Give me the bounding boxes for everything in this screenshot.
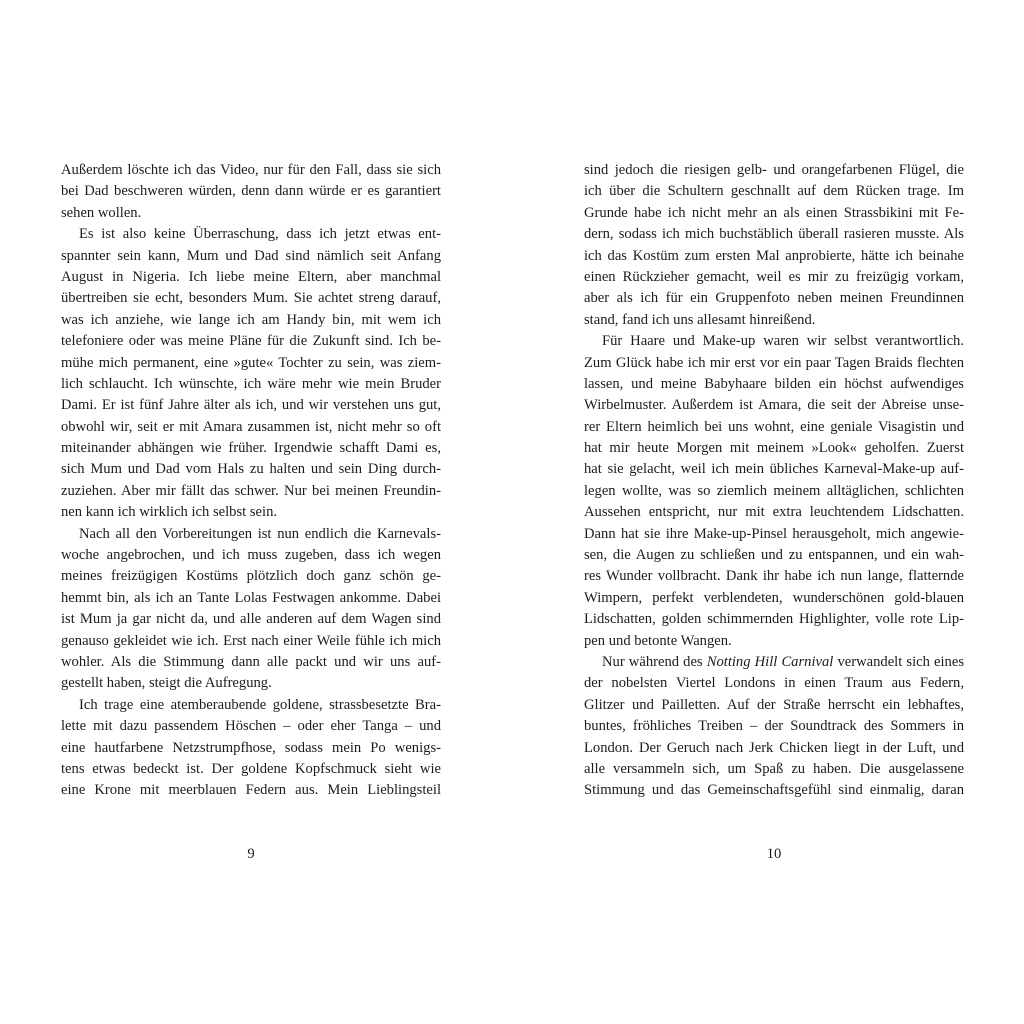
text-line: alle versammeln sich, um Spaß zu haben. Die ausgelassene bbox=[584, 760, 964, 777]
text-line: eine hautfarbene Netzstrumpfhose, sodass mein Po wenigs- bbox=[61, 739, 441, 756]
text-line: nen kann ich wirklich ich selbst sein. bbox=[61, 504, 278, 521]
text-line: hat sie gelacht, weil ich mein übliches Karneval-Make-up auf- bbox=[584, 461, 964, 478]
text-line: woche angebrochen, und ich muss zugeben, dass ich wegen bbox=[61, 547, 441, 564]
right-page-text bbox=[584, 160, 964, 802]
text-line: ich über die Schultern geschnallt auf dem Rücken trage. Im bbox=[584, 183, 964, 200]
text-line: aber als ich für ein Gruppenfoto neben meinen Freundinnen bbox=[584, 290, 964, 307]
page-number-left: 9 bbox=[247, 846, 255, 862]
left-page-text bbox=[61, 160, 441, 802]
text-line: wohler. Als die Stimmung dann alle packt und wir uns auf- bbox=[61, 653, 441, 670]
text-line: hemmt bin, als ich an Tante Lolas Festwagen ankomme. Dabei bbox=[61, 589, 441, 606]
text-line: übertreiben sie echt, besonders Mum. Sie achtet streng darauf, bbox=[61, 290, 441, 307]
text-line: obwohl wir, seit er mit Amara zusammen ist, nicht mehr so oft bbox=[61, 418, 441, 435]
text-line: pen und betonte Wangen. bbox=[584, 632, 732, 649]
text-line: res Wunder vollbracht. Dank ihr habe ich nun lange, flatternde bbox=[584, 568, 964, 585]
text-line: Stimmung und das Gemeinschaftsgefühl sind einmalig, daran bbox=[584, 782, 964, 799]
text-line: Wirbelmuster. Außerdem ist Amara, die seit der Abreise unse- bbox=[584, 397, 964, 414]
text-line: stand, fand ich uns allesamt hinreißend. bbox=[584, 311, 816, 328]
text-line: sen, die Augen zu schließen und zu entspannen, und ein wah- bbox=[584, 547, 964, 564]
text-line: lassen, und meine Babyhaare bilden ein höchst aufwendiges bbox=[584, 375, 964, 392]
text-line: lich schlaucht. Ich wünschte, ich wäre mehr wie mein Bruder bbox=[61, 375, 441, 392]
text-line: Dann hat sie ihre Make-up-Pinsel herausgeholt, mich angewie- bbox=[584, 525, 964, 542]
text-line: London. Der Geruch nach Jerk Chicken liegt in der Luft, und bbox=[584, 739, 964, 756]
text-line: sind jedoch die riesigen gelb- und orangefarbenen Flügel, die bbox=[584, 162, 964, 178]
text-line: Außerdem löschte ich das Video, nur für den Fall, dass sie sich bbox=[61, 162, 441, 178]
text-line: Aussehen entspricht, nur mit extra leuchtendem Lidschatten. bbox=[584, 504, 964, 521]
text-line: Ich trage eine atemberaubende goldene, strassbesetzte Bra- bbox=[79, 696, 441, 713]
text-line: Wimpern, perfekt verblendeten, wunderschönen gold-blauen bbox=[584, 589, 964, 606]
text-line: dern, sodass ich mich buchstäblich überall rasieren musste. Als bbox=[584, 226, 964, 243]
text-line: tens etwas bedeckt ist. Der goldene Kopfschmuck sieht wie bbox=[61, 760, 441, 777]
text-line: August in Nigeria. Ich liebe meine Eltern, aber manchmal bbox=[61, 268, 441, 285]
text-line: gestellt haben, steigt die Aufregung. bbox=[61, 675, 272, 692]
text-line: Glitzer und Pailletten. Auf der Straße herrscht ein lebhaftes, bbox=[584, 696, 964, 713]
text-line: Für Haare und Make-up waren wir selbst verantwortlich. bbox=[602, 333, 964, 350]
text-line: Es ist also keine Überraschung, dass ich jetzt etwas ent- bbox=[79, 226, 441, 243]
text-line: der nobelsten Viertel Londons in einen Traum aus Federn, bbox=[584, 675, 964, 692]
text-line: Lidschatten, golden schimmernden Highlighter, volle rote Lip- bbox=[584, 611, 964, 628]
text-line: Nur während des Notting Hill Carnival verwandelt sich eines bbox=[602, 653, 964, 670]
text-line: sehen wollen. bbox=[61, 204, 142, 221]
text-line: genauso gekleidet wie ich. Erst nach einer Weile fühle ich mich bbox=[61, 632, 441, 649]
text-line: Grunde habe ich nicht mehr an als einen Strassbikini mit Fe- bbox=[584, 204, 964, 221]
text-line: mühe mich permanent, eine »gute« Tochter zu sein, was ziem- bbox=[61, 354, 441, 371]
page-number-right: 10 bbox=[766, 846, 782, 862]
text-line: sich Mum und Dad vom Hals zu halten und sein Ding durch- bbox=[61, 461, 441, 478]
text-line: telefoniere oder was meine Pläne für die Zukunft sind. Ich be- bbox=[61, 333, 441, 350]
text-line: legen wollte, was so ziemlich meinem alltäglichen, schlichten bbox=[584, 482, 964, 499]
text-line: meines freizügigen Kostüms plötzlich doch ganz schön ge- bbox=[61, 568, 441, 585]
text-line: Zum Glück habe ich mir erst vor ein paar Tagen Braids flechten bbox=[584, 354, 964, 371]
text-line: Dami. Er ist fünf Jahre älter als ich, und wir verstehen uns gut, bbox=[61, 397, 441, 414]
text-line: rer Eltern heimlich bei uns wohnt, eine geniale Visagistin und bbox=[584, 418, 964, 435]
text-line: zuziehen. Aber mir fällt das schwer. Nur bei meinen Freundin- bbox=[61, 482, 441, 499]
text-line: spannter sein kann, Mum und Dad sind nämlich seit Anfang bbox=[61, 247, 441, 264]
text-line: lette mit dazu passendem Höschen – oder eher Tanga – und bbox=[61, 718, 441, 735]
text-line: ich das Kostüm zum ersten Mal anprobierte, hätte ich beinahe bbox=[584, 247, 964, 264]
text-line: was ich anziehe, wie lange ich am Handy bin, mit wem ich bbox=[61, 311, 441, 328]
text-line: hat mir heute Morgen mit meinem »Look« geholfen. Zuerst bbox=[584, 440, 964, 457]
text-line: bei Dad beschweren würden, denn dann würde er es garantiert bbox=[61, 183, 441, 200]
text-line: einen Rückzieher gemacht, weil es mir zu freizügig vorkam, bbox=[584, 268, 964, 285]
text-line: ist Mum ja gar nicht da, und alle anderen auf dem Wagen sind bbox=[61, 611, 441, 628]
text-line: miteinander abhängen wie früher. Irgendwie schafft Dami es, bbox=[61, 440, 441, 457]
text-line: eine Krone mit meerblauen Federn aus. Mein Lieblingsteil bbox=[61, 782, 441, 799]
text-line: buntes, fröhliches Treiben – der Soundtrack des Sommers in bbox=[584, 718, 964, 735]
text-line: Nach all den Vorbereitungen ist nun endlich die Karnevals- bbox=[79, 525, 441, 542]
